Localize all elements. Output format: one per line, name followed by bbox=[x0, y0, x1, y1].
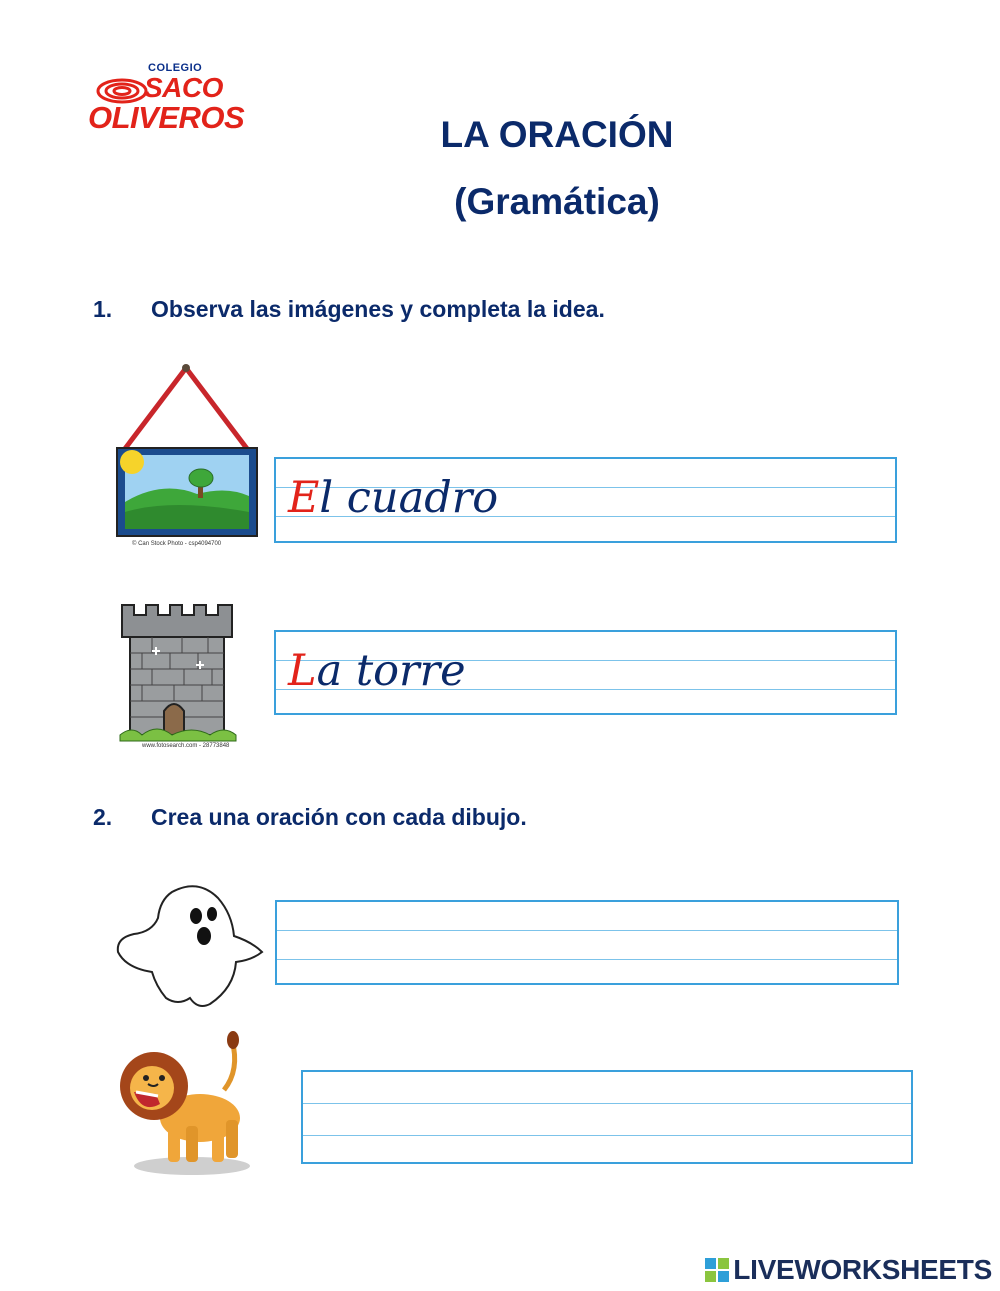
answer-2-rest: a torre bbox=[316, 646, 466, 696]
logo-line2: OLIVEROS bbox=[88, 100, 245, 135]
answer-1-rest: l cuadro bbox=[319, 473, 499, 523]
page-subtitle: (Gramática) bbox=[454, 181, 660, 222]
answer-box-3[interactable] bbox=[275, 900, 899, 985]
question-2-text: Crea una oración con cada dibujo. bbox=[151, 804, 527, 830]
ghost-image bbox=[112, 880, 270, 1012]
tower-image bbox=[112, 597, 252, 749]
ruled-line bbox=[277, 959, 897, 960]
answer-2-text bbox=[288, 646, 466, 696]
question-2-number: 2. bbox=[93, 804, 113, 830]
tower-caption: www.fotosearch.com - 28773848 bbox=[142, 743, 230, 749]
liveworksheets-icon bbox=[705, 1258, 729, 1282]
painting-image bbox=[112, 362, 262, 550]
answer-1-capital: E bbox=[288, 473, 320, 523]
page-title: LA ORACIÓN bbox=[440, 114, 674, 155]
answer-2-capital: L bbox=[288, 646, 317, 696]
ruled-line bbox=[277, 930, 897, 931]
question-1-text: Observa las imágenes y completa la idea. bbox=[151, 296, 605, 322]
logo-small-text: COLEGIO bbox=[148, 62, 203, 74]
question-1 bbox=[93, 296, 793, 326]
school-logo bbox=[86, 60, 256, 144]
question-1-number: 1. bbox=[93, 296, 113, 322]
logo-line1: SACO bbox=[144, 72, 223, 103]
ruled-line bbox=[303, 1103, 911, 1104]
lion-image bbox=[112, 1030, 262, 1178]
answer-box-4[interactable] bbox=[301, 1070, 913, 1164]
answer-box-2[interactable] bbox=[274, 630, 897, 715]
painting-caption: © Can Stock Photo - csp4094700 bbox=[132, 541, 222, 547]
question-2 bbox=[93, 804, 793, 834]
liveworksheets-wordmark: LIVEWORKSHEETS bbox=[733, 1254, 992, 1285]
footer-brand bbox=[705, 1255, 992, 1285]
ruled-line bbox=[303, 1135, 911, 1136]
answer-1-text bbox=[288, 473, 498, 523]
answer-box-1[interactable] bbox=[274, 457, 897, 543]
